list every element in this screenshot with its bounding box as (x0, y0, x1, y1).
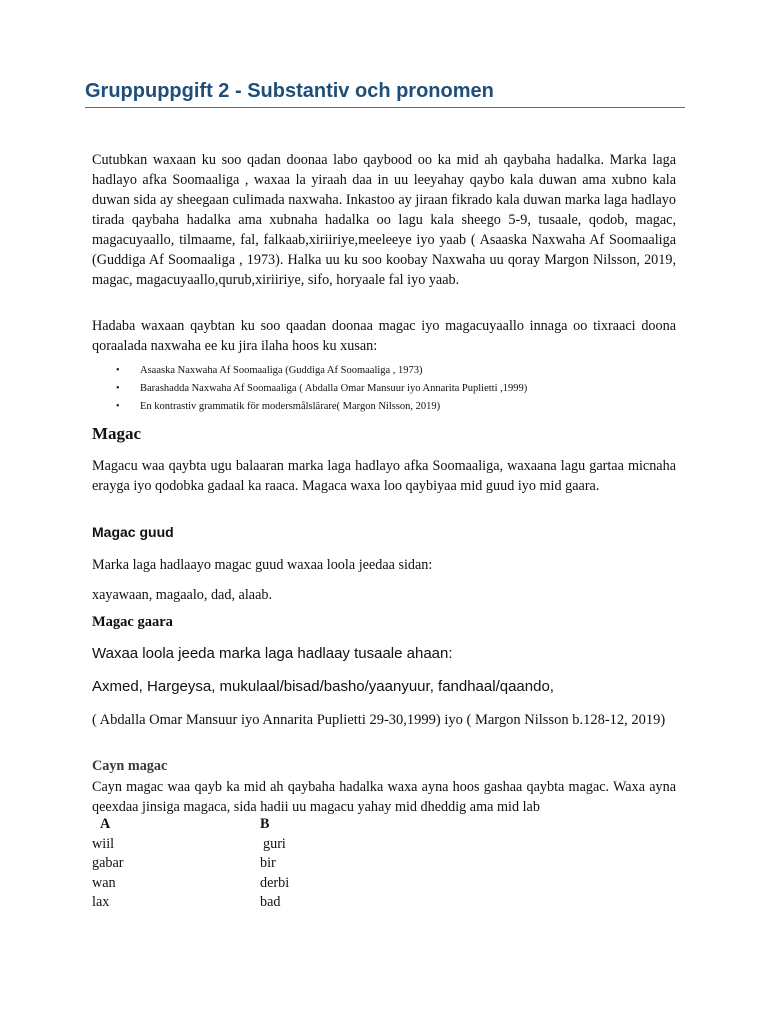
table-header-row (92, 816, 392, 836)
column-b-header: B (260, 816, 270, 832)
cell-a: lax (92, 894, 110, 910)
cell-b: guri (263, 835, 286, 852)
list-item (116, 398, 676, 416)
source-text: Barashadda Naxwaha Af Soomaaliga ( Abdalla Omar Mansuur iyo Annarita Puplietti ,1999) (140, 383, 528, 394)
magac-paragraph: Magacu waa qaybta ugu balaaran marka laga hadlayo afka Soomaaliga, waxaana lagu gartaa micnaha erayga iyo qodobka gadaal ka raaca. Magaca waxa loo qaybiyaa mid guud iyo mid gaara. (92, 458, 676, 494)
table-row (92, 855, 392, 875)
citation-paragraph: ( Abdalla Omar Mansuur iyo Annarita Puplietti 29-30,1999) iyo ( Margon Nilsson b.128-12, 2019) (92, 712, 666, 728)
cell-b: bir (260, 855, 276, 871)
magac-gaara-line: Waxaa loola jeeda marka laga hadlaay tusaale ahaan: (92, 645, 453, 662)
intro-paragraph: Cutubkan waxaan ku soo qadan doonaa labo qaybood oo ka mid ah qaybaha hadalka. Marka laga hadlayo afka Soomaaliga , waxaa la yiraah daa in uu leeyahay qaybo kala duwan ama xubno kala duwan sida ay sheegaan culimada naxwaha. Inkastoo ay jiraan fikrado kala duwan marka laga hadlayo tirada qaybaha hadalka ama xubnaha hadalka oo lagu kala sheego 5-9, tusaale, qodob, magac, magacuyaallo, tilmaame, fal, falkaab,xiriiriye,meeleeye iyo yaab ( Asaaska Naxwaha Af Soomaaliga (Guddiga Af Soomaaliga , 1973). Halka uu ku soo koobay Naxwaha uu qoray Margon Nilsson, 2019, magac, magacuyaallo,qurub,xiriiriye, sifo, horyaale fal iyo yaab. (92, 152, 676, 288)
cell-a: gabar (92, 855, 124, 871)
cell-b: derbi (260, 874, 290, 891)
bullet-icon: • (116, 383, 120, 394)
magac-guud-examples: xayawaan, magaalo, dad, alaab. (92, 587, 273, 603)
magac-guud-line: Marka laga hadlaayo magac guud waxaa loola jeedaa sidan: (92, 557, 433, 573)
cayn-magac-paragraph: Cayn magac waa qayb ka mid ah qaybaha hadalka waxa ayna hoos gashaa qaybta magac. Waxa ayna qeexdaa jinsiga magaca, sida hadii uu magacu yahay mid dheddig ama mid lab (92, 779, 676, 815)
source-text: Asaaska Naxwaha Af Soomaaliga (Guddiga Af Soomaaliga , 1973) (140, 365, 423, 376)
magac-gaara-heading: Magac gaara (92, 614, 173, 630)
table-row (92, 875, 392, 895)
cell-a: wan (92, 874, 116, 891)
bullet-icon: • (116, 365, 120, 376)
magac-guud-heading: Magac guud (92, 524, 174, 540)
list-item (116, 380, 676, 398)
cell-a: wiil (92, 835, 115, 852)
sources-paragraph: Hadaba waxaan qaybtan ku soo qaadan doonaa magac iyo magacuyaallo innaga oo tixraaci doona qoraalada naxwaha ee ku jira ilaha hoos ku xusan: (92, 318, 676, 354)
gender-table (92, 816, 392, 914)
bullet-icon: • (116, 401, 120, 412)
table-row (92, 894, 392, 914)
magac-heading: Magac (92, 424, 142, 443)
table-row (92, 836, 392, 856)
magac-gaara-examples: Axmed, Hargeysa, mukulaal/bisad/basho/yaanyuur, fandhaal/qaando, (92, 678, 554, 695)
list-item (116, 362, 676, 380)
source-text: En kontrastiv grammatik för modersmålslärare( Margon Nilsson, 2019) (140, 401, 441, 412)
sources-list (116, 362, 676, 416)
cell-b: bad (260, 894, 281, 910)
page-title: Gruppuppgift 2 - Substantiv och pronomen (85, 80, 685, 108)
column-a-header: A (100, 816, 111, 832)
cayn-magac-heading: Cayn magac (92, 758, 168, 774)
